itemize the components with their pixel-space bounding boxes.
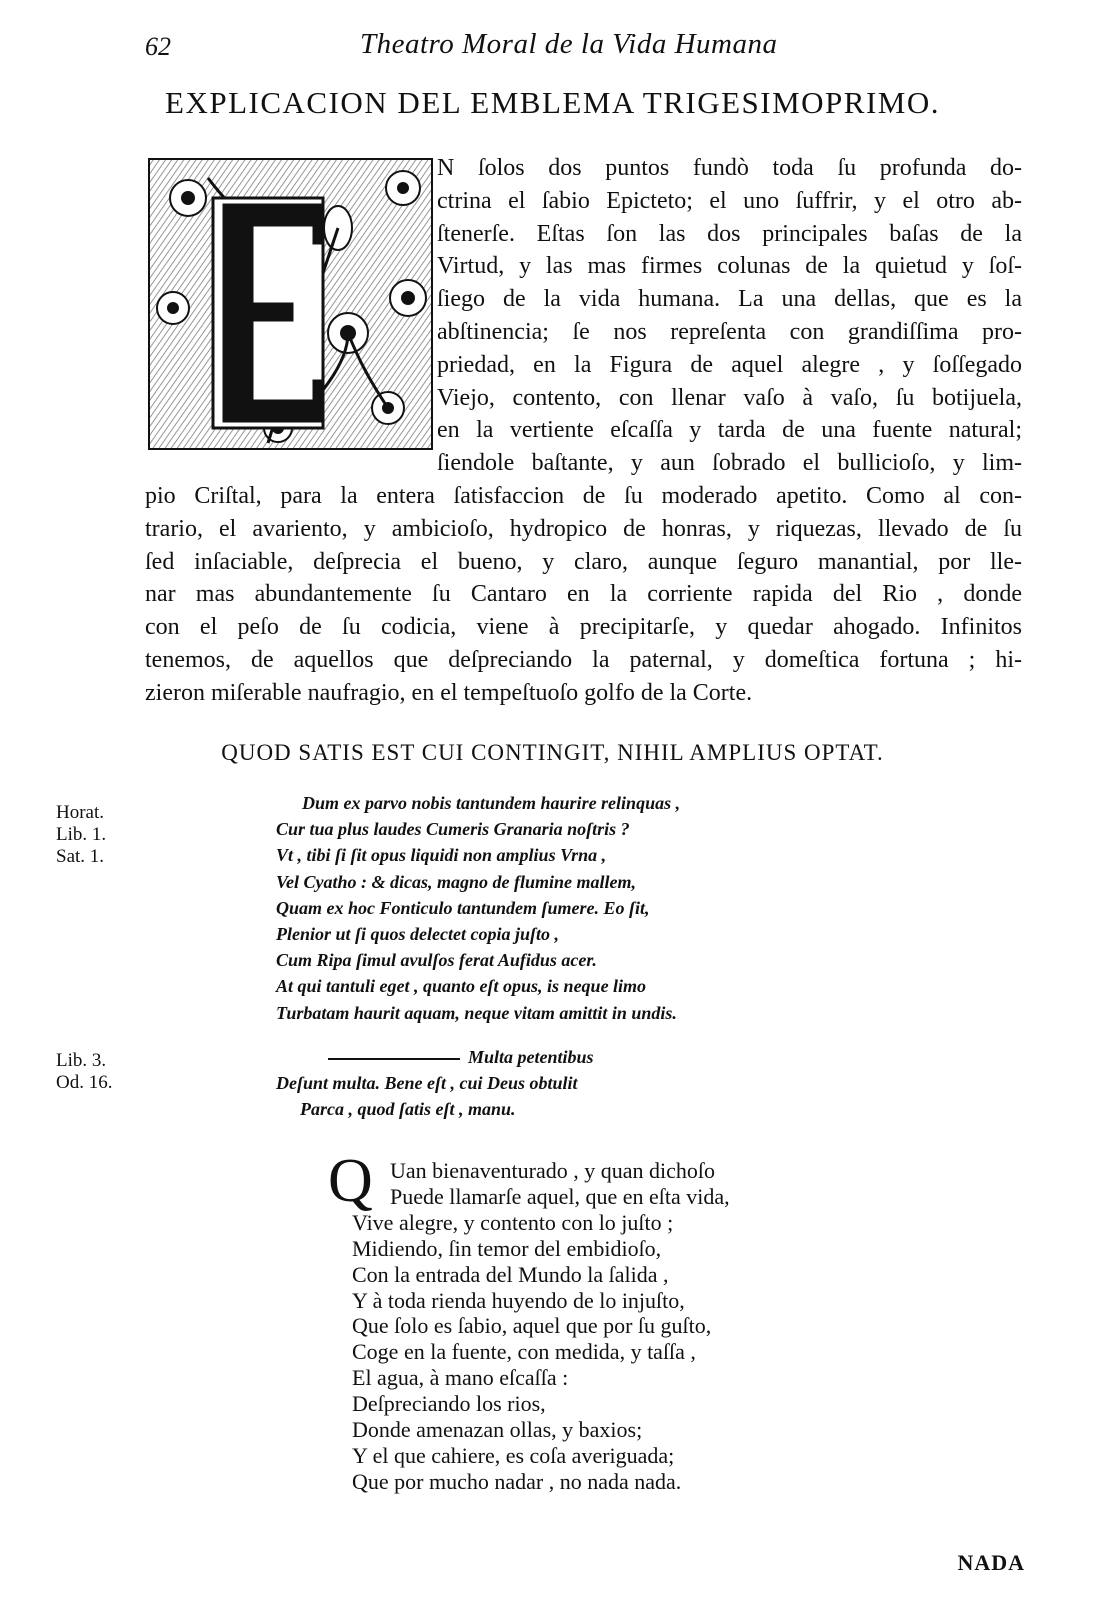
page-header bbox=[0, 28, 1105, 68]
poem-line: El agua, à mano eſcaſſa : bbox=[352, 1365, 569, 1391]
em-dash-rule bbox=[328, 1058, 460, 1060]
page-number: 62 bbox=[145, 32, 171, 61]
poem-line: Y el que cahiere, es coſa averiguada; bbox=[352, 1442, 675, 1468]
poem-line: Uan bienaventurado , y quan dichoſo bbox=[390, 1158, 716, 1183]
citation-line: Sat. 1. bbox=[56, 846, 105, 867]
text-line: pio Criſtal, para la entera ſatisfaccion de ſu moderado apetito. Como al con- bbox=[145, 483, 1022, 509]
text-line: ſed inſaciable, deſprecia el bueno, y claro, aunque ſeguro manantial, por lle- bbox=[145, 548, 1022, 575]
spanish-poem bbox=[328, 1147, 730, 1495]
poem-line: Que ſolo es ſabio, aquel que por ſu guſto, bbox=[352, 1313, 712, 1339]
poem-line: Puede llamarſe aquel, que en eſta vida, bbox=[390, 1183, 730, 1209]
text-line: ſtenerſe. Eſtas ſon las dos principales baſas de la bbox=[437, 220, 1022, 247]
poem-line: Donde amenazan ollas, y baxios; bbox=[352, 1417, 643, 1443]
poem-line: Y à toda rienda huyendo de lo injuſto, bbox=[352, 1287, 685, 1313]
text-line: zieron miſerable naufragio, en el tempeſtuoſo golfo de la Corte. bbox=[145, 679, 753, 706]
text-line: nar mas abundantemente ſu Cantaro en la corriente rapida del Rio , donde bbox=[145, 581, 1022, 608]
text-line: abſtinencia; ſe nos repreſenta con grandiſſima pro- bbox=[437, 318, 1022, 345]
verse-line: Cur tua plus laudes Cumeris Granaria noſtris ? bbox=[276, 819, 630, 840]
text-line: priedad, en la Figura de aquel alegre , y ſoſſegado bbox=[437, 351, 1022, 378]
text-line: en la vertiente eſcaſſa y tarda de una fuente natural; bbox=[437, 417, 1022, 444]
citation-line: Lib. 1. bbox=[56, 824, 107, 845]
latin-motto: QUOD SATIS EST CUI CONTINGIT, NIHIL AMPLIUS OPTAT. bbox=[221, 740, 884, 765]
latin-quotation-ode bbox=[276, 1044, 594, 1123]
text-line: ſiego de la vida humana. La una dellas, que es la bbox=[437, 286, 1022, 313]
citation-line: Horat. bbox=[56, 802, 105, 823]
poem-line: Coge en la fuente, con medida, y taſſa , bbox=[352, 1339, 696, 1365]
citation-line: Od. 16. bbox=[56, 1072, 113, 1093]
text-line: Viejo, contento, con llenar vaſo à vaſo, ſu botijuela, bbox=[437, 384, 1022, 411]
text-line: Virtud, y las mas firmes colunas de la quietud y ſoſ- bbox=[437, 253, 1022, 280]
margin-citation-horace-satire bbox=[56, 802, 106, 868]
poem-line: Deſpreciando los rios, bbox=[352, 1391, 546, 1417]
verse-line: At qui tantuli eget , quanto eſt opus, is neque limo bbox=[276, 976, 647, 997]
verse-text: Multa petentibus bbox=[468, 1047, 594, 1067]
verse-line: Deſunt multa. Bene eſt , cui Deus obtulit bbox=[276, 1073, 578, 1094]
section-title: EXPLICACION DEL EMBLEMA TRIGESIMOPRIMO. bbox=[165, 85, 940, 120]
verse-line: Turbatam haurit aquam, neque vitam amittit in undis. bbox=[276, 1002, 677, 1023]
margin-citation-horace-ode bbox=[56, 1050, 112, 1094]
explanation-text-top bbox=[145, 152, 1022, 480]
explanation-text-bottom bbox=[145, 480, 1022, 710]
poem-line: Con la entrada del Mundo la ſalida , bbox=[352, 1261, 669, 1287]
catchword: NADA bbox=[957, 1550, 1025, 1575]
verse-line: Vel Cyatho : & dicas, magno de flumine mallem, bbox=[276, 871, 636, 892]
verse-line: Cum Ripa ſimul avulſos ferat Aufidus acer. bbox=[276, 950, 597, 971]
poem-line: Midiendo, ſin temor del embidioſo, bbox=[352, 1235, 662, 1261]
text-line: tenemos, de aquellos que deſpreciando la paternal, y domeſtica fortuna ; hi- bbox=[145, 646, 1022, 673]
poem-line: Que por mucho nadar , no nada nada. bbox=[352, 1468, 682, 1494]
running-title: Theatro Moral de la Vida Humana bbox=[360, 28, 778, 60]
verse-line: Parca , quod ſatis eſt , manu. bbox=[300, 1099, 516, 1120]
verse-line: Plenior ut ſi quos delectet copia juſto , bbox=[276, 924, 559, 945]
text-line: trario, el avariento, y ambicioſo, hydropico de honras, y riquezas, llevado de ſu bbox=[145, 515, 1022, 542]
verse-line: Dum ex parvo nobis tantundem haurire relinquas , bbox=[302, 793, 681, 813]
verse-line: Quam ex hoc Fonticulo tantundem ſumere. Eo ſit, bbox=[276, 897, 650, 918]
verse-line: Vt , tibi ſi ſit opus liquidi non amplius Vrna , bbox=[276, 845, 607, 866]
text-line: ctrina el ſabio Epicteto; el uno ſuffrir, y el otro ab- bbox=[437, 187, 1022, 214]
latin-quotation-satire bbox=[276, 790, 680, 1026]
verse-line bbox=[276, 1044, 594, 1070]
poem-line: Vive alegre, y contento con lo juſto ; bbox=[352, 1209, 674, 1235]
text-line: ſiendole baſtante, y aun ſobrado el bullicioſo, y lim- bbox=[437, 450, 1022, 477]
citation-line: Lib. 3. bbox=[56, 1050, 107, 1071]
poem-initial-letter: Q bbox=[328, 1147, 373, 1215]
text-line: con el peſo de ſu codicia, viene à precipitarſe, y quedar ahogado. Infinitos bbox=[145, 614, 1022, 641]
text-line: N ſolos dos puntos fundò toda ſu profunda do- bbox=[437, 155, 1022, 181]
